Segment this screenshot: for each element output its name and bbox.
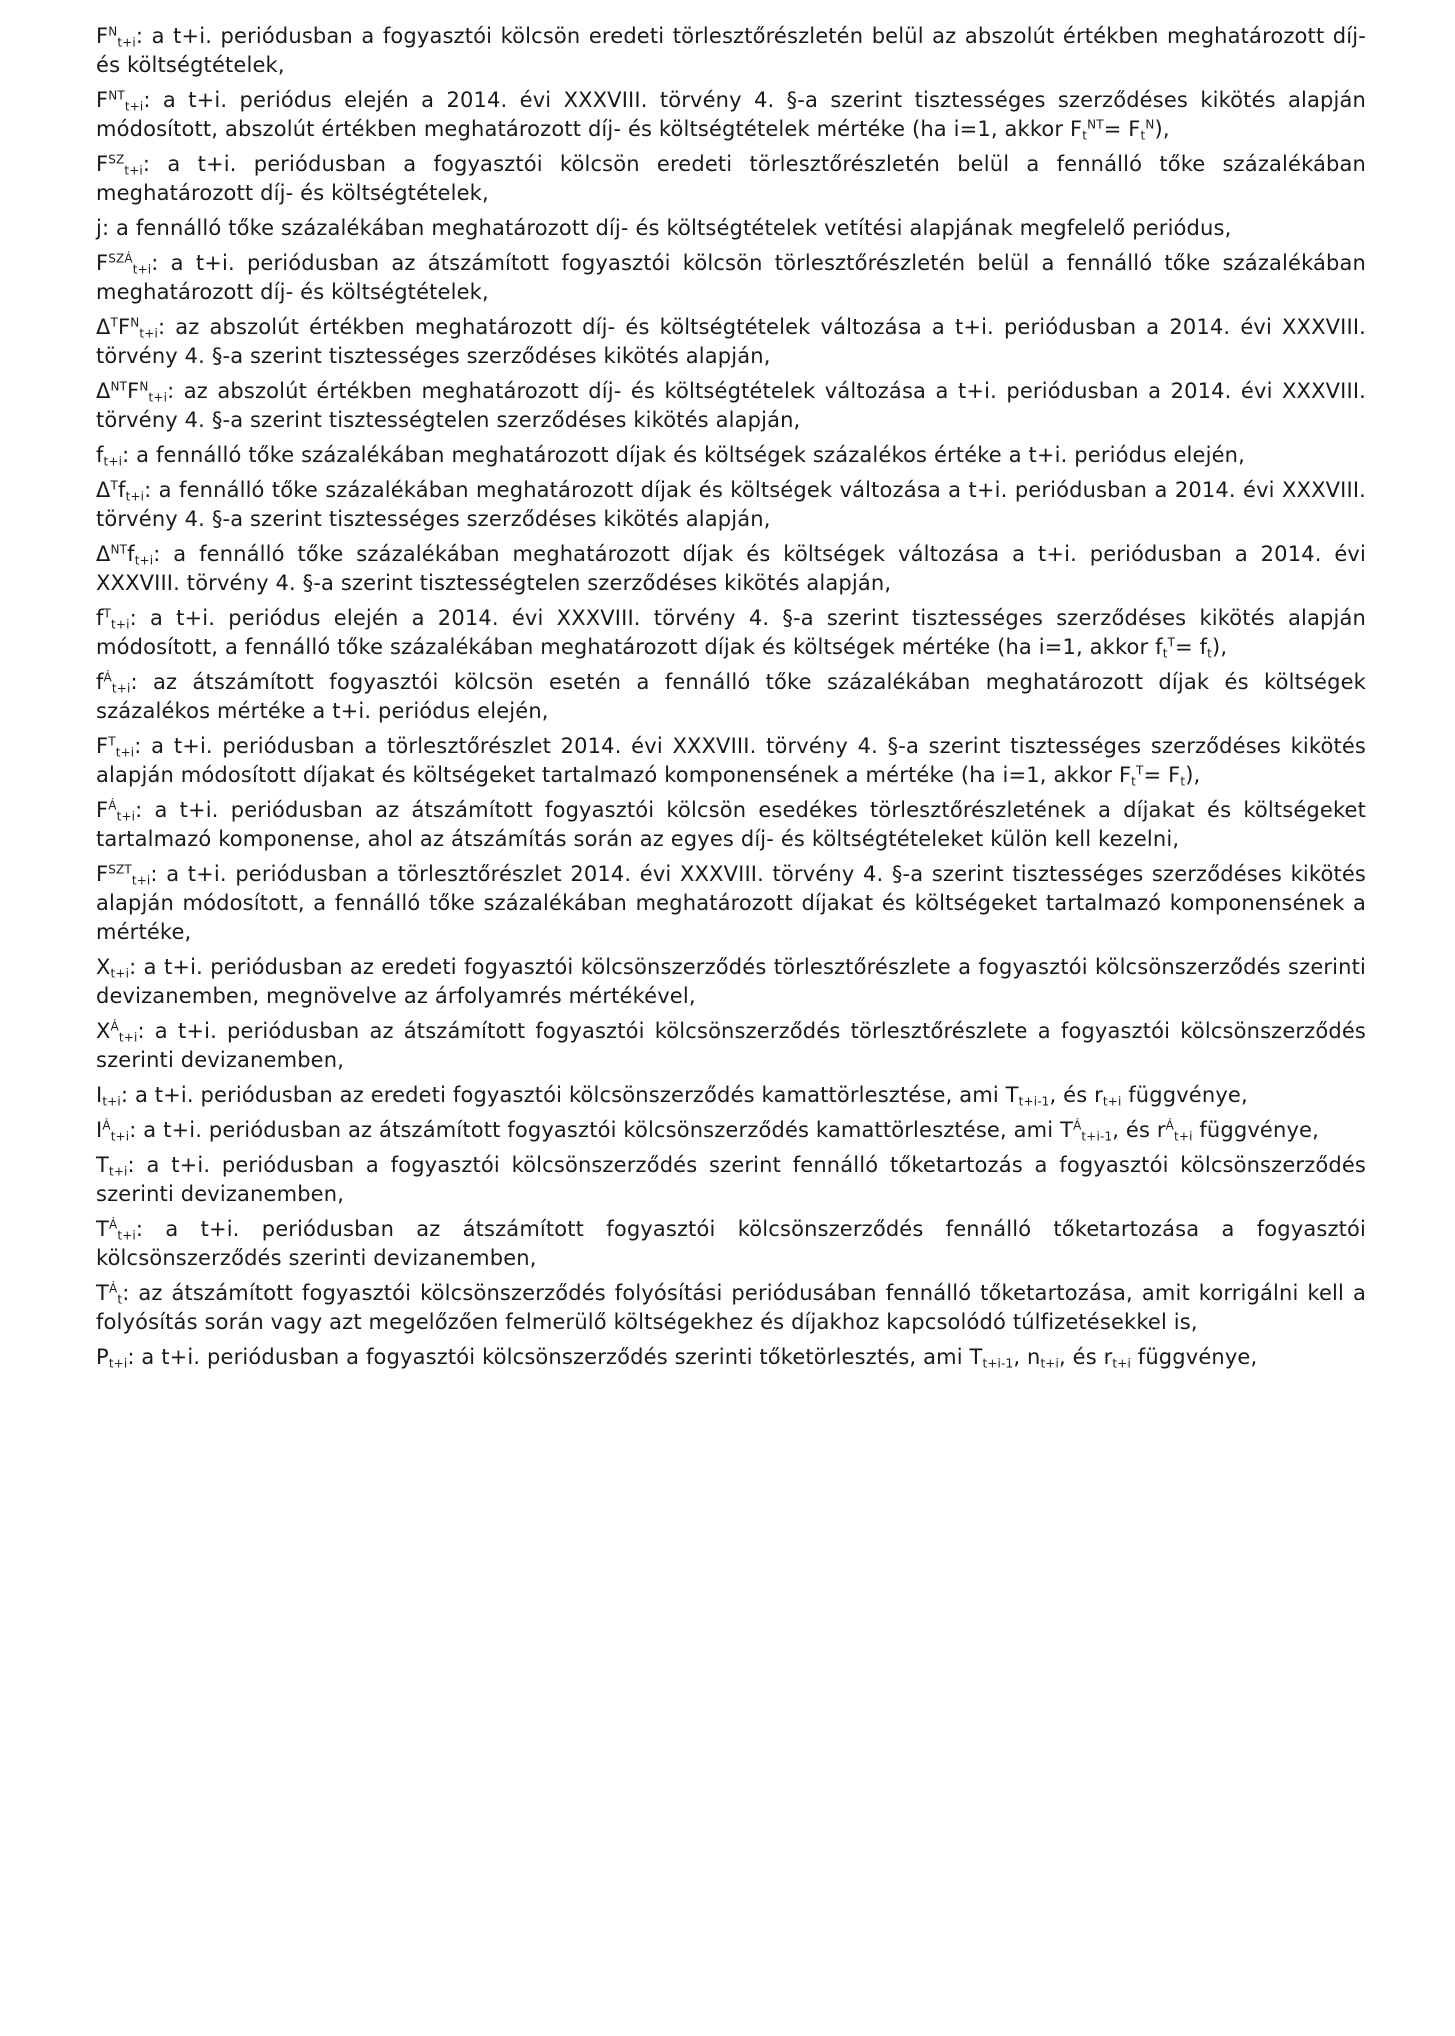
definition-item: $F^T_{t+i}$: a t+i. periódusban a törlesztőrészlet 2014. évi XXXVIII. törvény 4. §-a szerint tisztességes szerződéses kikötés alapján módosított díjakat és költségeket tartalmazó komponensének a mértéke (ha i=1, akkor $F_t^T= F_t$), [96, 734, 1366, 789]
definition-item: $F^{SZT}_{t+i}$: a t+i. periódusban a törlesztőrészlet 2014. évi XXXVIII. törvény 4. §-a szerint tisztességes szerződéses kikötés alapján módosított, a fennálló tőke százalékában meghatározott díjakat és költségeket tartalmazó komponensének a mértéke, [96, 862, 1366, 944]
definition-item: $T^Á_t$: az átszámított fogyasztói kölcsönszerződés folyósítási periódusában fennálló tőketartozása, amit korrigálni kell a folyósítás során vagy azt megelőzően felmerülő költségekhez és díjakhoz kapcsolódó túlfizetésekkel is, [96, 1281, 1366, 1334]
definition-item: $\Delta^{NT}F^N_{t+i}$: az abszolút értékben meghatározott díj- és költségtételek változása a t+i. periódusban a 2014. évi XXXVIII. törvény 4. §-a szerint tisztességtelen szerződéses kikötés alapján, [96, 379, 1366, 432]
definition-item: $F^{SZ}_{t+i}$: a t+i. periódusban a fogyasztói kölcsön eredeti törlesztőrészletén belül a fennálló tőke százalékában meghatározott díj- és költségtételek, [96, 152, 1366, 205]
definition-item: $T_{t+i}$: a t+i. periódusban a fogyasztói kölcsönszerződés szerint fennálló tőketartozás a fogyasztói kölcsönszerződés szerinti devizanemben, [96, 1153, 1366, 1206]
definition-item: j: a fennálló tőke százalékában meghatározott díj- és költségtételek vetítési alapjának megfelelő periódus, [96, 216, 1232, 240]
definition-item: $F^{NT}_{t+i}$: a t+i. periódus elején a 2014. évi XXXVIII. törvény 4. §-a szerint tisztességes szerződéses kikötés alapján módosított, abszolút értékben meghatározott díj- és költségtételek mértéke (ha i=1, akkor $F_t^{NT}= F_t^N$), [96, 88, 1366, 143]
definition-item: $X_{t+i}$: a t+i. periódusban az eredeti fogyasztói kölcsönszerződés törlesztőrészlete a fogyasztói kölcsönszerződés szerinti devizanemben, megnövelve az árfolyamrés mértékével, [96, 955, 1366, 1008]
definition-item: $F^Á_{t+i}$: a t+i. periódusban az átszámított fogyasztói kölcsön esedékes törlesztőrészletének a díjakat és költségeket tartalmazó komponense, ahol az átszámítás során az egyes díj- és költségtételeket külön kell kezelni, [96, 798, 1366, 851]
definition-item: $X^Á_{t+i}$: a t+i. periódusban az átszámított fogyasztói kölcsönszerződés törlesztőrészlete a fogyasztói kölcsönszerződés szerinti devizanemben, [96, 1019, 1366, 1072]
definition-item: $P_{t+i}$: a t+i. periódusban a fogyasztói kölcsönszerződés szerinti tőketörlesztés, ami $T_{t+i-1}$, $n_{t+i}$, és $r_{t+i}$ függvénye, [96, 1345, 1258, 1371]
definition-list [96, 22, 1366, 1378]
definition-item: $F^N_{t+i}$: a t+i. periódusban a fogyasztói kölcsön eredeti törlesztőrészletén belül az abszolút értékben meghatározott díj- és költségtételek, [96, 24, 1366, 77]
definition-item: $\Delta^{NT}f_{t+i}$: a fennálló tőke százalékában meghatározott díjak és költségek változása a t+i. periódusban a 2014. évi XXXVIII. törvény 4. §-a szerint tisztességtelen szerződéses kikötés alapján, [96, 542, 1366, 595]
definition-item: $I^Á_{t+i}$: a t+i. periódusban az átszámított fogyasztói kölcsönszerződés kamattörlesztése, ami $T^Á_{t+i-1}$, és $r^Á_{t+i}$ függvénye, [96, 1118, 1319, 1144]
definition-item: $f^T_{t+i}$: a t+i. periódus elején a 2014. évi XXXVIII. törvény 4. §-a szerint tisztességes szerződéses kikötés alapján módosított, a fennálló tőke százalékában meghatározott díjak és költségek mértéke (ha i=1, akkor $f_t^T= f_t$), [96, 606, 1366, 661]
definition-item: $\Delta^Tf_{t+i}$: a fennálló tőke százalékában meghatározott díjak és költségek változása a t+i. periódusban a 2014. évi XXXVIII. törvény 4. §-a szerint tisztességes szerződéses kikötés alapján, [96, 478, 1366, 531]
definition-item: $I_{t+i}$: a t+i. periódusban az eredeti fogyasztói kölcsönszerződés kamattörlesztése, ami $T_{t+i-1}$, és $r_{t+i}$ függvénye, [96, 1083, 1248, 1109]
definition-item: $f^Á_{t+i}$: az átszámított fogyasztói kölcsön esetén a fennálló tőke százalékában meghatározott díjak és költségek százalékos mértéke a t+i. periódus elején, [96, 670, 1366, 723]
definition-item: $f_{t+i}$: a fennálló tőke százalékában meghatározott díjak és költségek százalékos értéke a t+i. periódus elején, [96, 443, 1245, 469]
definition-item: $\Delta^TF^N_{t+i}$: az abszolút értékben meghatározott díj- és költségtételek változása a t+i. periódusban a 2014. évi XXXVIII. törvény 4. §-a szerint tisztességes szerződéses kikötés alapján, [96, 315, 1366, 368]
definition-item: $F^{SZÁ}_{t+i}$: a t+i. periódusban az átszámított fogyasztói kölcsön törlesztőrészletén belül a fennálló tőke százalékában meghatározott díj- és költségtételek, [96, 251, 1366, 304]
definition-item: $T^Á_{t+i}$: a t+i. periódusban az átszámított fogyasztói kölcsönszerződés fennálló tőketartozása a fogyasztói kölcsönszerződés szerinti devizanemben, [96, 1217, 1366, 1270]
